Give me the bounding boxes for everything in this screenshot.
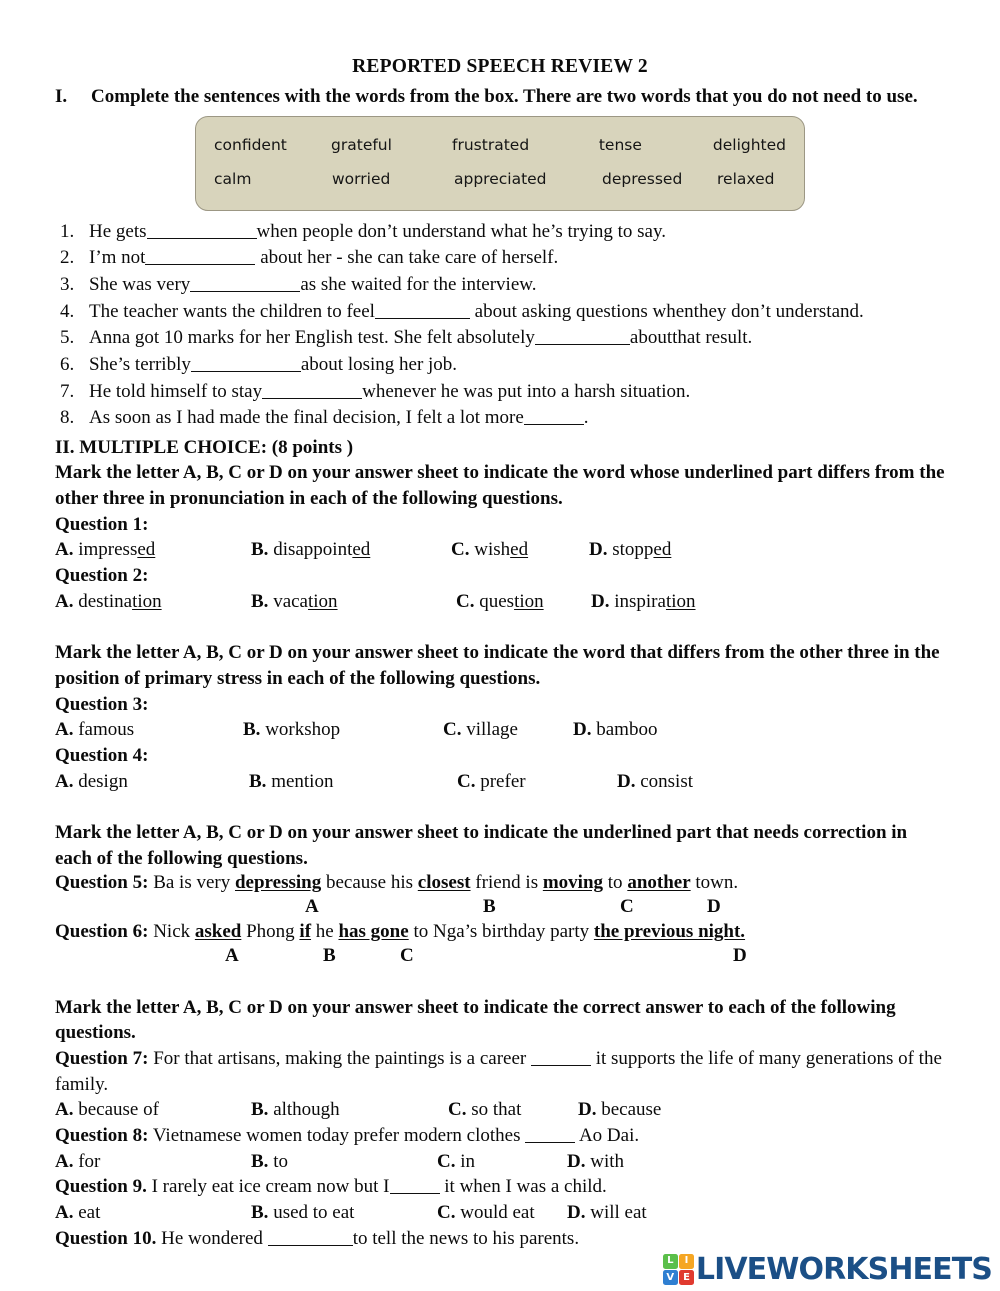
item-number: 8. bbox=[60, 407, 75, 429]
option-underlined: ed bbox=[137, 539, 156, 561]
option-text: stopp bbox=[612, 539, 654, 561]
instruction-correction: Mark the letter A, B, C or D on your answer sheet to indicate the underlined part that needs correction in each of the following questions. bbox=[55, 822, 908, 869]
section-gap bbox=[55, 614, 945, 640]
option-a[interactable] bbox=[55, 1149, 251, 1175]
option-text: famous bbox=[78, 719, 135, 741]
question-3-label: Question 3: bbox=[55, 693, 149, 715]
item-text-before: He told himself to stay bbox=[89, 380, 263, 402]
item-text-after: as she waited for the interview. bbox=[300, 273, 537, 295]
question-7-label: Question 7: bbox=[55, 1048, 149, 1070]
item-body bbox=[89, 352, 945, 378]
option-letter: D. bbox=[617, 770, 636, 792]
question-7-options bbox=[55, 1097, 945, 1123]
question-4-label: Question 4: bbox=[55, 744, 149, 766]
question-2-options bbox=[55, 589, 945, 615]
item-text-after: about her - she can take care of herself. bbox=[255, 247, 559, 269]
option-text: inspira bbox=[614, 590, 666, 612]
answer-blank-4[interactable] bbox=[375, 300, 470, 319]
option-text: mention bbox=[271, 770, 334, 792]
option-underlined: tion bbox=[132, 590, 162, 612]
word-box-row bbox=[214, 136, 786, 154]
option-text: in bbox=[460, 1150, 476, 1172]
option-letter: A. bbox=[55, 539, 74, 561]
option-underlined: tion bbox=[665, 590, 696, 612]
q6-text-4: to Nga’s birthday party bbox=[408, 921, 594, 943]
option-text: although bbox=[273, 1099, 340, 1121]
answer-blank-q9[interactable] bbox=[390, 1175, 440, 1194]
list-item bbox=[55, 245, 945, 271]
option-text: impress bbox=[78, 539, 138, 561]
item-text-before: She was very bbox=[89, 273, 191, 295]
item-number: 5. bbox=[60, 327, 75, 349]
option-a[interactable] bbox=[55, 1097, 251, 1123]
option-letter: D. bbox=[573, 719, 592, 741]
option-a[interactable] bbox=[55, 769, 249, 795]
option-underlined: ed bbox=[510, 539, 529, 561]
answer-blank-5[interactable] bbox=[535, 326, 630, 345]
item-text-before: As soon as I had made the final decision, I felt a lot more bbox=[89, 407, 524, 429]
liveworksheets-logo-icon bbox=[663, 1254, 694, 1285]
option-d[interactable] bbox=[578, 1097, 661, 1123]
option-letter: D. bbox=[591, 590, 610, 612]
option-underlined: ed bbox=[352, 539, 371, 561]
option-b[interactable] bbox=[251, 1200, 437, 1226]
word-chip[interactable]: tense bbox=[598, 135, 642, 154]
item-number: 4. bbox=[60, 300, 75, 322]
word-chip[interactable]: depressed bbox=[602, 169, 683, 188]
q6-underlined-d[interactable]: the previous night. bbox=[593, 921, 746, 943]
logo-tile-e: E bbox=[679, 1270, 694, 1285]
option-text: will eat bbox=[590, 1201, 647, 1223]
q8-text-before: Vietnamese women today prefer modern clothes bbox=[148, 1125, 526, 1147]
word-chip[interactable]: delighted bbox=[712, 135, 786, 154]
q9-text-after: it when I was a child. bbox=[439, 1176, 607, 1198]
option-letter: B. bbox=[251, 539, 269, 561]
option-c[interactable] bbox=[448, 1097, 578, 1123]
q10-text-before: He wondered bbox=[156, 1227, 268, 1249]
option-text: village bbox=[466, 719, 518, 741]
q6-text-3: he bbox=[311, 921, 339, 943]
instruction-correct-answer: Mark the letter A, B, C or D on your answer sheet to indicate the correct answer to each of the following questions. bbox=[55, 996, 896, 1044]
option-text: bamboo bbox=[596, 719, 658, 741]
option-letter: B. bbox=[243, 719, 261, 741]
item-text-after: about losing her job. bbox=[300, 353, 458, 375]
option-letter: C. bbox=[448, 1099, 467, 1121]
option-text: with bbox=[590, 1150, 625, 1172]
question-1-options bbox=[55, 537, 945, 563]
question-9-options bbox=[55, 1200, 945, 1226]
logo-tile-i: I bbox=[679, 1254, 694, 1269]
section-gap bbox=[55, 794, 945, 820]
answer-blank-7[interactable] bbox=[262, 380, 362, 399]
item-text-after: when people don’t understand what he’s trying to say. bbox=[256, 220, 666, 242]
list-item bbox=[55, 272, 945, 298]
answer-blank-q7[interactable] bbox=[531, 1047, 591, 1066]
question-8-options bbox=[55, 1149, 945, 1175]
q9-text-before: I rarely eat ice cream now but I bbox=[146, 1176, 390, 1198]
option-c[interactable] bbox=[456, 589, 591, 615]
q8-text-after: Ao Dai. bbox=[575, 1125, 640, 1147]
option-letter: B. bbox=[251, 1201, 269, 1223]
item-text-before: She’s terribly bbox=[89, 353, 191, 375]
option-text: design bbox=[78, 770, 128, 792]
option-b[interactable] bbox=[243, 717, 443, 743]
answer-blank-1[interactable] bbox=[147, 220, 257, 239]
option-d[interactable] bbox=[617, 769, 693, 795]
section-one-numeral: I. bbox=[55, 86, 68, 108]
q7-text-after: it supports the life of many generations of the family. bbox=[55, 1048, 942, 1095]
question-4-options bbox=[55, 769, 945, 795]
question-2-label: Question 2: bbox=[55, 565, 149, 587]
question-8-sentence bbox=[55, 1123, 945, 1149]
marker-d: D bbox=[707, 896, 721, 918]
item-number: 6. bbox=[60, 353, 75, 375]
option-underlined: tion bbox=[514, 590, 544, 612]
item-number: 7. bbox=[60, 380, 75, 402]
marker-b: B bbox=[483, 896, 496, 918]
item-text-before: I’m not bbox=[89, 247, 146, 269]
q6-underlined-a[interactable]: asked bbox=[194, 921, 242, 943]
option-underlined: tion bbox=[308, 590, 338, 612]
answer-blank-3[interactable] bbox=[190, 273, 300, 292]
word-box bbox=[195, 116, 805, 211]
option-letter: A. bbox=[55, 590, 74, 612]
option-text: ques bbox=[479, 590, 515, 612]
option-text: so that bbox=[471, 1099, 522, 1121]
item-number: 1. bbox=[60, 220, 75, 242]
word-chip[interactable]: appreciated bbox=[454, 169, 547, 188]
question-1-label: Question 1: bbox=[55, 513, 149, 535]
option-text: disappoint bbox=[273, 539, 353, 561]
page-title: REPORTED SPEECH REVIEW 2 bbox=[352, 56, 648, 77]
q5-text-2: because his bbox=[321, 872, 418, 894]
option-d[interactable] bbox=[567, 1200, 647, 1226]
word-chip[interactable]: relaxed bbox=[717, 169, 775, 188]
option-letter: A. bbox=[55, 1201, 74, 1223]
question-10-sentence bbox=[55, 1226, 945, 1252]
option-text: to bbox=[273, 1150, 288, 1172]
word-box-container bbox=[55, 116, 945, 211]
answer-blank-8[interactable] bbox=[524, 406, 584, 425]
q5-text-4: to bbox=[603, 872, 628, 894]
section-one-instruction bbox=[55, 84, 945, 109]
option-letter: A. bbox=[55, 1099, 74, 1121]
section-two-heading: II. MULTIPLE CHOICE: (8 points ) bbox=[55, 436, 354, 458]
q5-underlined-d[interactable]: another bbox=[627, 872, 691, 894]
logo-tile-v: V bbox=[663, 1270, 678, 1285]
instruction-stress: Mark the letter A, B, C or D on your answer sheet to indicate the word that differs from the other three in the position of primary stress in each of the following questions. bbox=[55, 642, 940, 689]
option-b[interactable] bbox=[249, 769, 457, 795]
worksheet-content bbox=[55, 56, 945, 1251]
option-a[interactable] bbox=[55, 717, 243, 743]
option-letter: C. bbox=[451, 539, 470, 561]
option-b[interactable] bbox=[251, 1097, 448, 1123]
option-c[interactable] bbox=[437, 1200, 567, 1226]
item-body bbox=[89, 245, 945, 271]
option-c[interactable] bbox=[457, 769, 617, 795]
option-letter: B. bbox=[251, 1150, 269, 1172]
option-letter: A. bbox=[55, 1150, 74, 1172]
question-7-sentence bbox=[55, 1046, 945, 1097]
question-6-sentence bbox=[55, 920, 945, 945]
option-letter: C. bbox=[443, 719, 462, 741]
option-letter: A. bbox=[55, 719, 74, 741]
option-underlined: ed bbox=[653, 539, 672, 561]
q6-text-1: Nick bbox=[148, 921, 195, 943]
item-text-after: about asking questions whenthey don’t understand. bbox=[469, 300, 864, 322]
option-d[interactable] bbox=[591, 589, 696, 615]
option-c[interactable] bbox=[451, 537, 589, 563]
option-d[interactable] bbox=[589, 537, 671, 563]
option-letter: D. bbox=[578, 1099, 597, 1121]
option-c[interactable] bbox=[443, 717, 573, 743]
word-chip[interactable]: worried bbox=[332, 169, 391, 188]
list-item bbox=[55, 352, 945, 378]
word-chip[interactable]: calm bbox=[214, 169, 252, 188]
option-letter: C. bbox=[437, 1150, 456, 1172]
liveworksheets-logo[interactable] bbox=[663, 1251, 992, 1287]
option-text: wish bbox=[474, 539, 511, 561]
word-chip[interactable]: grateful bbox=[331, 135, 392, 154]
question-5-markers bbox=[55, 896, 945, 920]
option-letter: B. bbox=[251, 1099, 269, 1121]
question-5-sentence bbox=[55, 871, 945, 896]
option-text: because of bbox=[78, 1099, 159, 1121]
q5-text-1: Ba is very bbox=[148, 872, 235, 894]
option-letter: D. bbox=[589, 539, 608, 561]
word-chip[interactable]: frustrated bbox=[452, 135, 530, 154]
option-letter: C. bbox=[437, 1201, 456, 1223]
list-item bbox=[55, 299, 945, 325]
marker-d: D bbox=[733, 944, 747, 966]
q7-text-before: For that artisans, making the paintings is a career bbox=[148, 1048, 531, 1070]
item-body bbox=[89, 405, 945, 431]
item-body bbox=[89, 379, 945, 405]
q6-underlined-b[interactable]: if bbox=[299, 921, 312, 943]
q5-underlined-a[interactable]: depressing bbox=[234, 872, 322, 894]
option-a[interactable] bbox=[55, 589, 251, 615]
question-8-label: Question 8: bbox=[55, 1125, 149, 1147]
item-text-after: . bbox=[583, 407, 589, 429]
list-item bbox=[55, 219, 945, 245]
option-b[interactable] bbox=[251, 589, 456, 615]
option-text: vaca bbox=[273, 590, 308, 612]
answer-blank-6[interactable] bbox=[191, 353, 301, 372]
option-letter: B. bbox=[249, 770, 267, 792]
question-5-label: Question 5: bbox=[55, 872, 149, 894]
q5-underlined-c[interactable]: moving bbox=[542, 872, 604, 894]
marker-c: C bbox=[620, 896, 634, 918]
list-item bbox=[55, 379, 945, 405]
answer-blank-2[interactable] bbox=[145, 246, 255, 265]
question-3-options bbox=[55, 717, 945, 743]
marker-a: A bbox=[225, 944, 239, 966]
item-number: 2. bbox=[60, 247, 75, 269]
q10-text-after: to tell the news to his parents. bbox=[352, 1227, 580, 1249]
question-10-label: Question 10. bbox=[55, 1227, 157, 1249]
answer-blank-q8[interactable] bbox=[525, 1124, 575, 1143]
item-text-before: Anna got 10 marks for her English test. She felt absolutely bbox=[89, 327, 535, 349]
item-number: 3. bbox=[60, 273, 75, 295]
option-text: destina bbox=[78, 590, 133, 612]
list-item bbox=[55, 325, 945, 351]
item-body bbox=[89, 219, 945, 245]
option-letter: A. bbox=[55, 770, 74, 792]
item-text-before: The teacher wants the children to feel bbox=[89, 300, 375, 322]
option-text: workshop bbox=[265, 719, 341, 741]
question-6-markers bbox=[55, 945, 945, 969]
answer-blank-q10[interactable] bbox=[268, 1227, 353, 1246]
q6-underlined-c[interactable]: has gone bbox=[338, 921, 409, 943]
section-one-instruction-text: Complete the sentences with the words from the box. There are two words that you do not need to use. bbox=[91, 86, 918, 108]
item-text-before: He gets bbox=[89, 220, 147, 242]
option-text: because bbox=[601, 1099, 662, 1121]
marker-c: C bbox=[400, 944, 414, 966]
item-text-after: aboutthat result. bbox=[629, 327, 753, 349]
word-chip[interactable]: confident bbox=[214, 135, 287, 154]
option-text: consist bbox=[640, 770, 694, 792]
q5-text-3: friend is bbox=[470, 872, 543, 894]
item-body bbox=[89, 272, 945, 298]
option-d[interactable] bbox=[567, 1149, 624, 1175]
option-b[interactable] bbox=[251, 1149, 437, 1175]
item-body bbox=[89, 299, 945, 325]
option-d[interactable] bbox=[573, 717, 657, 743]
question-9-label: Question 9. bbox=[55, 1176, 147, 1198]
q5-underlined-b[interactable]: closest bbox=[417, 872, 471, 894]
word-box-row bbox=[214, 170, 786, 188]
q6-text-2: Phong bbox=[241, 921, 300, 943]
option-letter: C. bbox=[457, 770, 476, 792]
marker-b: B bbox=[323, 944, 336, 966]
option-text: eat bbox=[78, 1201, 101, 1223]
option-b[interactable] bbox=[251, 537, 451, 563]
option-letter: B. bbox=[251, 590, 269, 612]
option-text: for bbox=[78, 1150, 101, 1172]
instruction-pronunciation: Mark the letter A, B, C or D on your answer sheet to indicate the word whose underlined part differs from the other three in pronunciation in each of the following questions. bbox=[55, 462, 945, 510]
question-9-sentence bbox=[55, 1174, 945, 1200]
list-item bbox=[55, 405, 945, 431]
marker-a: A bbox=[305, 896, 319, 918]
option-letter: D. bbox=[567, 1150, 586, 1172]
option-letter: D. bbox=[567, 1201, 586, 1223]
option-a[interactable] bbox=[55, 1200, 251, 1226]
q5-text-5: town. bbox=[690, 872, 739, 894]
item-text-after: whenever he was put into a harsh situation. bbox=[362, 380, 691, 402]
option-c[interactable] bbox=[437, 1149, 567, 1175]
option-text: prefer bbox=[480, 770, 526, 792]
item-body bbox=[89, 325, 945, 351]
option-letter: C. bbox=[456, 590, 475, 612]
option-text: would eat bbox=[460, 1201, 535, 1223]
option-text: used to eat bbox=[273, 1201, 355, 1223]
section-gap bbox=[55, 969, 945, 995]
liveworksheets-brand-text: LIVEWORKSHEETS bbox=[695, 1251, 992, 1287]
option-a[interactable] bbox=[55, 537, 251, 563]
question-6-label: Question 6: bbox=[55, 921, 149, 943]
logo-tile-l: L bbox=[663, 1254, 678, 1269]
fill-in-blank-list bbox=[55, 219, 945, 431]
